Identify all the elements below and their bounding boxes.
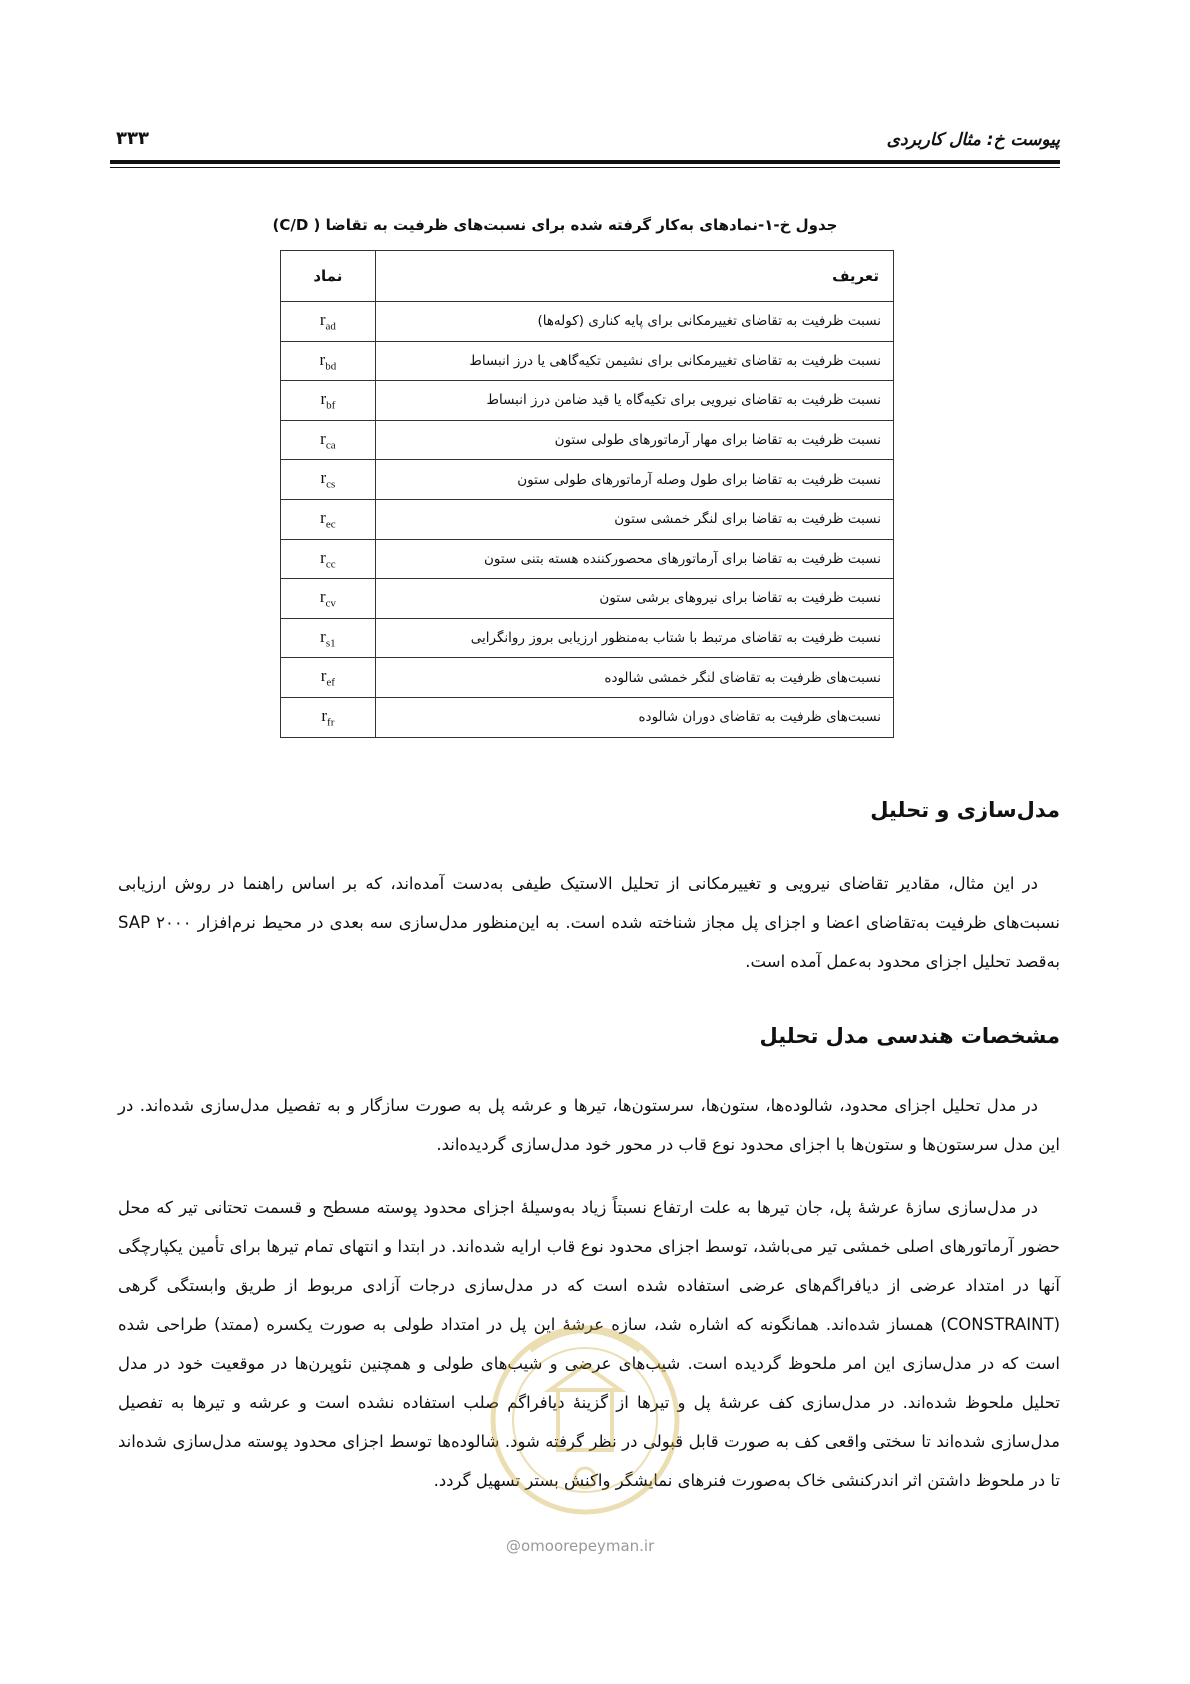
symbol-base: r xyxy=(320,468,327,488)
symbol-subscript: ad xyxy=(325,320,336,333)
paragraph-text: در مدل تحلیل اجزای محدود، شالوده‌ها، ستون‌ها، سرستون‌ها، تیرها و عرشه پل به صورت سازگار و به تفصیل مدل‌سازی شده‌اند. در این مدل سرستون‌ها و ستون‌ها با اجزای محدود نوع قاب در محور خود مدل‌سازی گردیده‌اند. xyxy=(118,1096,1060,1154)
symbol-cell xyxy=(281,579,376,619)
symbol-base: r xyxy=(319,349,326,369)
header-rule-thick xyxy=(110,160,1060,164)
symbol-cell xyxy=(281,539,376,579)
symbol-base: r xyxy=(320,626,326,646)
symbol-subscript: cs xyxy=(326,478,336,491)
paragraph-text: در مدل‌سازی سازهٔ عرشهٔ پل، جان تیرها به علت ارتفاع نسبتاً زیاد به‌وسیلهٔ اجزای محدود پوسته مسطح و قسمت تحتانی تیر که محل حضور آرماتورهای اصلی خمشی تیر می‌باشد، توسط اجزای محدود نوع قاب ارایه شده‌اند. در ابتدا و انتهای تمام تیرها برای تأمین یکپارچگی آنها در امتداد عرضی از دیافراگم‌های عرضی استفاده شده است که در مدل‌سازی درجات آزادی مربوط از طریق وابستگی گرهی (CONSTRAINT) همساز شده‌اند. همانگونه که اشاره شد، سازه عرشهٔ این پل در امتداد طولی به صورت یکسره (ممتد) طراحی شده است که در مدل‌سازی این امر ملحوظ گردیده است. شیب‌های عرضی و شیب‌های طولی و همچنین نئوپرن‌ها در موقعیت خود در مدل تحلیل ملحوظ شده‌اند. در مدل‌سازی کف عرشهٔ پل و تیرها از گزینهٔ دیافراگم صلب استفاده نشده است و عرشه و تیرها به تفصیل مدل‌سازی شده‌اند تا سختی واقعی کف به صورت قابل قبولی در نظر گرفته شود. شالوده‌ها توسط اجزای محدود پوسته مدل‌سازی شده‌اند تا در ملحوظ داشتن اثر اندرکنشی خاک به‌صورت فنرهای نمایشگر واکنش بستر تسهیل گردد. xyxy=(118,1198,1060,1490)
table-row xyxy=(281,302,894,342)
symbol-subscript: bd xyxy=(325,360,337,373)
symbol-cell xyxy=(281,618,376,658)
table-row xyxy=(281,420,894,460)
symbol-subscript: fr xyxy=(327,716,335,729)
symbol-cell xyxy=(281,341,376,381)
symbol-base: r xyxy=(320,389,327,409)
definition-cell: نسبت ظرفیت به تقاضای مرتبط با شتاب به‌منظور ارزیابی بروز روانگرایی xyxy=(375,618,893,658)
symbol-base: r xyxy=(320,428,326,448)
symbols-table xyxy=(280,250,894,738)
definition-cell: نسبت ظرفیت به تقاضا برای آرماتورهای محصورکننده هسته بتنی ستون xyxy=(375,539,893,579)
table-row xyxy=(281,539,894,579)
table-row xyxy=(281,499,894,539)
symbol-base: r xyxy=(319,310,326,330)
symbol-subscript: cv xyxy=(325,597,336,610)
symbol-base: r xyxy=(320,547,326,567)
column-header-definition: تعریف xyxy=(375,251,893,302)
section-heading-modeling: مدل‌سازی و تحلیل xyxy=(870,798,1060,822)
symbol-base: r xyxy=(319,587,326,607)
symbol-subscript: bf xyxy=(326,399,336,412)
table-row xyxy=(281,618,894,658)
symbol-cell xyxy=(281,658,376,698)
definition-cell: نسبت‌های ظرفیت به تقاضای دوران شالوده xyxy=(375,697,893,737)
symbol-base: r xyxy=(320,508,326,528)
column-header-symbol: نماد xyxy=(281,251,376,302)
header-title: پیوست خ: مثال کاربردی xyxy=(886,130,1060,150)
page-number: ۳۳۳ xyxy=(116,128,149,149)
paragraph-modeling xyxy=(118,864,1060,981)
symbol-cell xyxy=(281,697,376,737)
section-heading-geometry: مشخصات هندسی مدل تحلیل xyxy=(759,1024,1060,1048)
definition-cell: نسبت ظرفیت به تقاضای تغییرمکانی برای نشیمن تکیه‌گاهی یا درز انبساط xyxy=(375,341,893,381)
paragraph-text: در این مثال، مقادیر تقاضای نیرویی و تغییرمکانی از تحلیل الاستیک طیفی به‌دست آمده‌اند، که بر اساس راهنما در روش ارزیابی نسبت‌های ظرفیت به‌تقاضای اعضا و اجزای پل مجاز شناخته شده است. به این‌منظور مدل‌سازی سه بعدی در محیط نرم‌افزار ۲۰۰۰ SAP به‌قصد تحلیل اجزای محدود به‌عمل آمده است. xyxy=(118,874,1061,971)
table-row xyxy=(281,460,894,500)
definition-cell: نسبت ظرفیت به تقاضای تغییرمکانی برای پایه کناری (کوله‌ها) xyxy=(375,302,893,342)
symbol-subscript: ca xyxy=(325,439,336,452)
table-caption: جدول خ-۱-نمادهای به‌کار گرفته شده برای نسبت‌های ظرفیت به تقاضا ( C/D) xyxy=(272,216,838,234)
symbol-base: r xyxy=(320,666,327,686)
symbol-cell xyxy=(281,381,376,421)
table-row xyxy=(281,697,894,737)
table-row xyxy=(281,579,894,619)
table-header-row xyxy=(281,251,894,302)
watermark-seal-icon xyxy=(470,1310,700,1520)
header-rule-thin xyxy=(110,167,1060,168)
table-row xyxy=(281,381,894,421)
watermark-site-text: @omoorepeyman.ir xyxy=(506,1537,655,1555)
symbol-cell xyxy=(281,460,376,500)
symbol-cell xyxy=(281,302,376,342)
definition-cell: نسبت‌های ظرفیت به تقاضای لنگر خمشی شالوده xyxy=(375,658,893,698)
table-row xyxy=(281,658,894,698)
definition-cell: نسبت ظرفیت به تقاضای نیرویی برای تکیه‌گاه یا قید ضامن درز انبساط xyxy=(375,381,893,421)
symbol-subscript: cc xyxy=(325,558,336,571)
definition-cell: نسبت ظرفیت به تقاضا برای نیروهای برشی ستون xyxy=(375,579,893,619)
definition-cell: نسبت ظرفیت به تقاضا برای طول وصله آرماتورهای طولی ستون xyxy=(375,460,893,500)
symbol-subscript: ef xyxy=(326,676,335,689)
symbol-subscript: s1 xyxy=(325,637,336,650)
symbol-cell xyxy=(281,420,376,460)
table-row xyxy=(281,341,894,381)
symbol-subscript: ec xyxy=(325,518,336,531)
definition-cell: نسبت ظرفیت به تقاضا برای مهار آرماتورهای طولی ستون xyxy=(375,420,893,460)
definition-cell: نسبت ظرفیت به تقاضا برای لنگر خمشی ستون xyxy=(375,499,893,539)
symbol-base: r xyxy=(321,706,328,726)
paragraph-geometry-1 xyxy=(118,1086,1060,1164)
page-header xyxy=(110,124,1060,164)
symbol-cell xyxy=(281,499,376,539)
